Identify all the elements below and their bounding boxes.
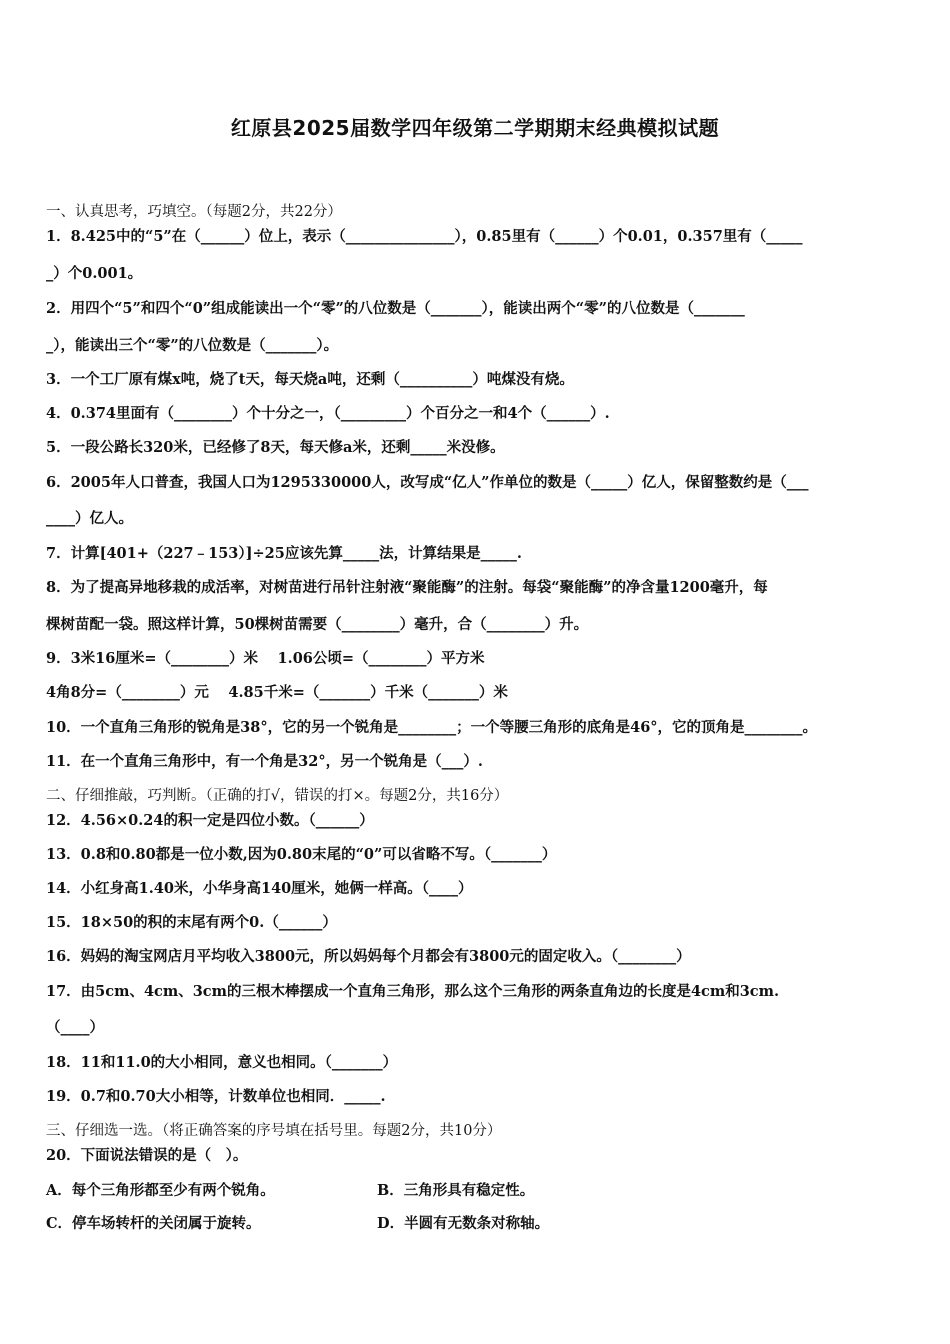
section-header-1: 一、认真思考，巧填空。（每题2分，共22分） — [46, 204, 342, 220]
question-line: （____） — [46, 1019, 104, 1036]
question-line: 19．0.7和0.70大小相等，计数单位也相同．_____. — [46, 1088, 386, 1105]
question-line: 13．0.8和0.80都是一位小数,因为0.80末尾的“0”可以省略不写。（_______） — [46, 846, 557, 863]
question-line: 15．18×50的积的末尾有两个0.（______） — [46, 914, 337, 931]
question-line: 4角8分=（________）元 4.85千米=（_______）千米（_______）米 — [46, 684, 508, 701]
question-line: 9．3米16厘米=（________）米 1.06公顷=（________）平方米 — [46, 650, 485, 667]
question-line: 10．一个直角三角形的锐角是38°，它的另一个锐角是________；一个等腰三角形的底角是46°，它的顶角是________。 — [46, 719, 818, 736]
question-line: 14．小红身高1.40米，小华身高140厘米，她俩一样高。（____） — [46, 880, 473, 897]
question-line: 4．0.374里面有（________）个十分之一，（_________）个百分之一和4个（______）. — [46, 405, 610, 422]
question-line: 1．8.425中的“5”在（______）位上，表示（_______________），0.85里有（______）个0.01，0.357里有（_____ — [46, 228, 803, 245]
question-line: ____）亿人。 — [46, 510, 133, 527]
question-line: 8．为了提高异地移栽的成活率，对树苗进行吊针注射液“聚能酶”的注射。每袋“聚能酶”的净含量1200毫升，每 — [46, 579, 768, 596]
option-d: D．半圆有无数条对称轴。 — [377, 1215, 550, 1232]
question-line: 11．在一个直角三角形中，有一个角是32°，另一个锐角是（___）. — [46, 753, 483, 770]
question-line: 2．用四个“5”和四个“0”组成能读出一个“零”的八位数是（_______），能读出两个“零”的八位数是（_______ — [46, 300, 745, 317]
question-line: 17．由5cm、4cm、3cm的三根木棒摆成一个直角三角形，那么这个三角形的两条直角边的长度是4cm和3cm. — [46, 983, 780, 1000]
question-line: 20．下面说法错误的是（ ）。 — [46, 1147, 248, 1164]
section-header-3: 三、仔细选一选。（将正确答案的序号填在括号里。每题2分，共10分） — [46, 1123, 502, 1139]
question-line: _）个0.001。 — [46, 265, 143, 282]
question-line: 6．2005年人口普查，我国人口为1295330000人，改写成“亿人”作单位的数是（_____）亿人，保留整数约是（___ — [46, 474, 809, 491]
option-c: C．停车场转杆的关闭属于旋转。 — [46, 1215, 261, 1232]
question-line: 18．11和11.0的大小相同，意义也相同。（_______） — [46, 1054, 398, 1071]
option-b: B．三角形具有稳定性。 — [377, 1182, 535, 1199]
question-line: 3．一个工厂原有煤x吨，烧了t天，每天烧a吨，还剩（__________）吨煤没有烧。 — [46, 371, 574, 388]
question-line: 16．妈妈的淘宝网店月平均收入3800元，所以妈妈每个月都会有3800元的固定收入。（________） — [46, 948, 691, 965]
question-line: 5．一段公路长320米，已经修了8天，每天修a米，还剩_____米没修。 — [46, 439, 505, 456]
option-a: A．每个三角形都至少有两个锐角。 — [46, 1182, 275, 1199]
page-title: 红原县2025届数学四年级第二学期期末经典模拟试题 — [230, 116, 720, 140]
question-line: 12．4.56×0.24的积一定是四位小数。（______） — [46, 812, 374, 829]
question-line: _），能读出三个“零”的八位数是（_______）。 — [46, 337, 339, 354]
question-line: 棵树苗配一袋。照这样计算，50棵树苗需要（________）毫升，合（________）升。 — [46, 616, 589, 633]
section-header-2: 二、仔细推敲，巧判断。（正确的打√，错误的打×。每题2分，共16分） — [46, 788, 509, 804]
question-line: 7．计算[401+（227﹣153）]÷25应该先算_____法，计算结果是_____. — [46, 545, 522, 562]
